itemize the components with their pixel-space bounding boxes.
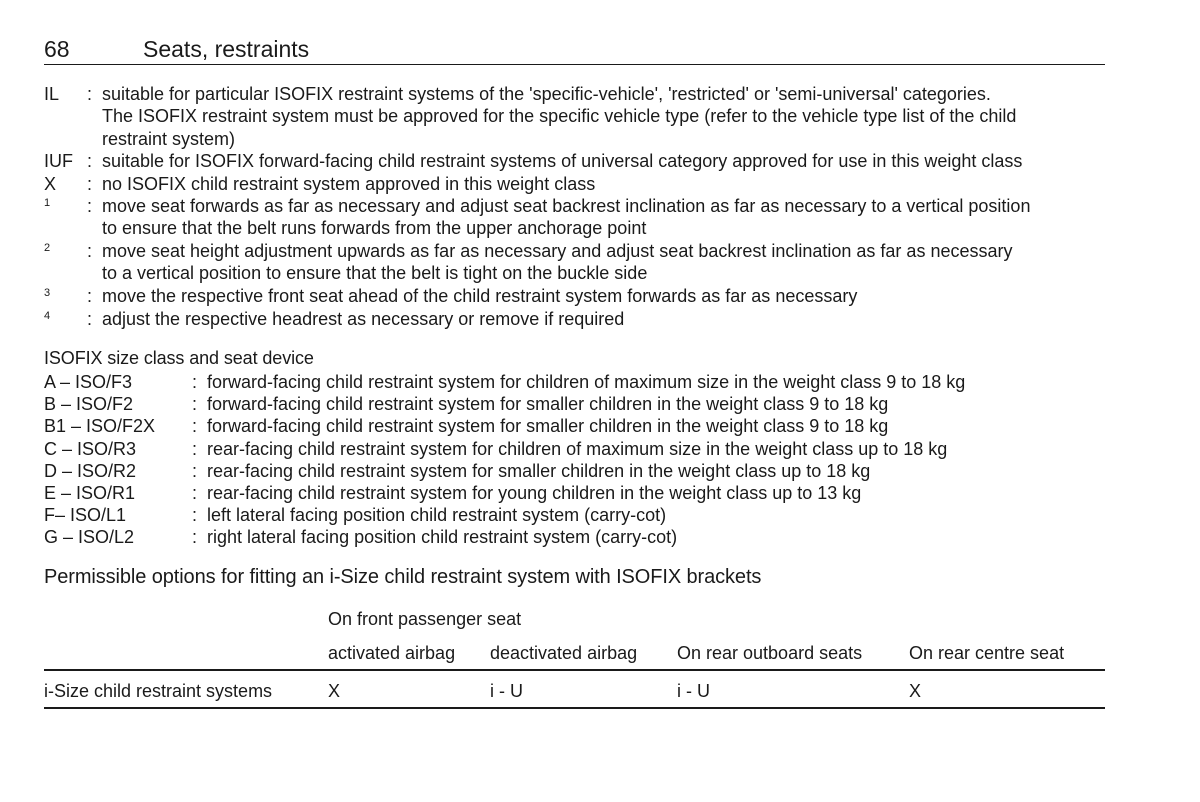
table-group-header: On front passenger seat [328,609,522,629]
size-class-colon: : [192,460,198,481]
size-class-item [44,438,965,460]
legend-colon: : [87,240,93,261]
legend-text-line: move the respective front seat ahead of the child restraint system forwards as far as necessary [102,285,858,306]
size-class-item [44,482,965,504]
size-class-description: rear-facing child restraint system for smaller children in the weight class up to 18 kg [207,460,871,481]
legend-footnote-4 [44,308,1114,331]
legend-key: IUF [44,151,73,172]
legend-footnote-3 [44,285,1114,308]
legend-text-line: The ISOFIX restraint system must be approved for the specific vehicle type (refer to the vehicle type list of the child [102,106,1017,127]
legend-text-line: adjust the respective headrest as necessary or remove if required [102,309,625,330]
size-class-key: A – ISO/F3 [44,372,133,392]
table-cell: X [909,681,922,701]
table-heading: Permissible options for fitting an i-Size child restraint system with ISOFIX brackets [44,566,762,588]
size-class-description: forward-facing child restraint system for children of maximum size in the weight class 9 to 18 kg [207,372,966,392]
size-class-colon: : [192,394,198,415]
legend-item-il [44,83,1114,150]
size-class-item [44,526,965,548]
size-class-description: rear-facing child restraint system for children of maximum size in the weight class up to 18 kg [207,438,948,459]
size-class-description: forward-facing child restraint system for smaller children in the weight class 9 to 18 kg [207,416,889,437]
size-class-colon: : [192,527,198,548]
page-number: 68 [44,36,70,62]
page-header [44,33,1105,65]
table-cell: i - U [490,681,523,701]
legend-text-line: to ensure that the belt runs forwards from the upper anchorage point [102,218,647,239]
table-rule-bottom [44,707,1105,709]
legend-colon: : [87,173,93,194]
size-class-key: B – ISO/F2 [44,394,134,415]
size-class-description: forward-facing child restraint system for smaller children in the weight class 9 to 18 kg [207,394,889,415]
size-class-colon: : [192,372,198,392]
legend-key: X [44,173,57,194]
size-class-key: E – ISO/R1 [44,483,136,504]
table-cell: i - U [677,681,710,701]
size-class-colon: : [192,483,198,504]
legend-colon: : [87,151,93,172]
legend-colon: : [87,196,93,217]
size-class-description: rear-facing child restraint system for young children in the weight class up to 13 kg [207,483,862,504]
size-class-key: B1 – ISO/F2X [44,416,156,437]
legend-text-line: restraint system) [102,128,236,149]
legend-item-x [44,173,1114,195]
size-class-key: D – ISO/R2 [44,460,137,481]
table-cell: X [328,681,341,701]
legend-text-line: to a vertical position to ensure that the belt is tight on the buckle side [102,263,648,284]
size-class-key: F– ISO/L1 [44,505,127,526]
column-header-rear-centre: On rear centre seat [909,643,1065,663]
legend-item-iuf [44,150,1114,172]
abbreviation-legend [44,83,1114,331]
legend-key: IL [44,84,60,104]
size-class-item [44,415,965,437]
legend-text-line: suitable for particular ISOFIX restraint systems of the 'specific-vehicle', 'restricted' or 'semi-universal' categories. [102,84,991,104]
footnote-marker: 3 [44,286,51,299]
legend-footnote-2 [44,240,1114,285]
size-class-item [44,460,965,482]
size-class-item [44,504,965,526]
column-header-activated-airbag: activated airbag [328,643,456,663]
size-class-item [44,393,965,415]
size-class-item [44,371,965,393]
size-class-heading: ISOFIX size class and seat device [44,348,314,368]
footnote-marker: 1 [44,197,51,210]
legend-colon: : [87,84,93,104]
size-class-key: G – ISO/L2 [44,527,135,548]
legend-colon: : [87,285,93,306]
table-row-label: i-Size child restraint systems [44,681,273,701]
size-class-colon: : [192,438,198,459]
legend-text-line: no ISOFIX child restraint system approved in this weight class [102,173,596,194]
size-class-list [44,371,965,549]
column-header-rear-outboard: On rear outboard seats [677,643,863,663]
legend-text-line: move seat forwards as far as necessary and adjust seat backrest inclination as far as necessary to a vertical position [102,196,1031,217]
table-rule-top [44,669,1105,671]
legend-text-line: suitable for ISOFIX forward-facing child restraint systems of universal category approved for use in this weight class [102,151,1023,172]
size-class-description: right lateral facing position child restraint system (carry-cot) [207,527,678,548]
size-class-key: C – ISO/R3 [44,438,137,459]
size-class-description: left lateral facing position child restraint system (carry-cot) [207,505,667,526]
legend-footnote-1 [44,195,1114,240]
size-class-colon: : [192,416,198,437]
footnote-marker: 4 [44,310,51,323]
column-header-deactivated-airbag: deactivated airbag [490,643,638,663]
legend-colon: : [87,309,93,330]
size-class-colon: : [192,505,198,526]
legend-text-line: move seat height adjustment upwards as far as necessary and adjust seat backrest inclination as far as necessary [102,240,1013,261]
footnote-marker: 2 [44,241,51,254]
section-title: Seats, restraints [143,36,310,62]
